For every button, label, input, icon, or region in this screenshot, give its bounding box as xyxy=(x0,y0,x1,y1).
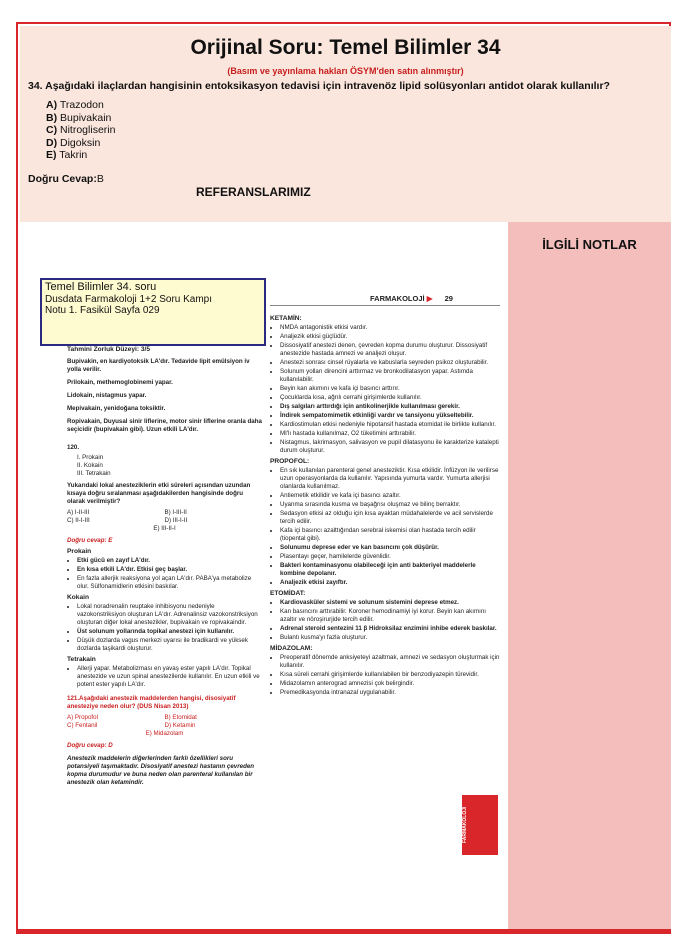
list-item: • Sedasyon etkisi az olduğu için kısa ayaktan müdahalelerde ve acil servislerde tercih edilir. xyxy=(280,510,500,526)
list-item: • Analjezik etkisi zayıftır. xyxy=(280,579,500,587)
list-item: • Anestezi sonrası cinsel rüyalarla ve kabuslarla seyreden psikoz oluşturabilir. xyxy=(280,359,500,367)
q120-option: A) I-II-III xyxy=(67,509,90,516)
text-p5: Ropivakain, Duyusal sinir liflerine, motor sinir liflerine oranla daha seçicidir (bupivakain gibi). Uzun etkili LA'dır. xyxy=(67,418,262,433)
list-item: • MI'lı hastada kullanılmaz, O2 tüketimini arttırabilir. xyxy=(280,430,500,438)
q120-item: III. Tetrakain xyxy=(77,470,111,477)
difficulty-line: Tahmini Zorluk Düzeyi: 3/5 xyxy=(67,346,151,353)
q121-option: A) Propofol xyxy=(67,714,98,721)
list-item: • Bulantı kusma'yı fazla oluşturur. xyxy=(280,634,500,642)
text-p4: Mepivakain, yenidoğana toksiktir. xyxy=(67,405,166,412)
prokain-list xyxy=(67,557,262,591)
q121-option: C) Fentanil xyxy=(67,722,98,729)
q121-option: B) Etomidat xyxy=(164,714,197,721)
q121-option: D) Ketamin xyxy=(164,722,196,729)
book-section: FARMAKOLOJİ xyxy=(370,294,425,303)
midazolam-heading: MİDAZOLAM: xyxy=(270,645,313,652)
etomidat-list xyxy=(270,599,500,642)
text-p1: Bupivakin, en kardiyotoksik LA'dır. Tedavide lipit emülsiyon iv yolla verilir. xyxy=(67,358,250,373)
list-item: • En fazla allerjik reaksiyona yol açan LA'dır. PABA'ya metabolize olur. Sülfonamidlerin etkisini baskılar. xyxy=(77,575,262,591)
list-item: • Adrenal steroid sentezini 11 β Hidroksilaz enzimini inhibe ederek baskılar. xyxy=(280,625,500,633)
q120-option: E) III-II-I xyxy=(153,525,176,532)
list-item: • Dış salgıları arttırdığı için antikolinerjikle kullanılması gerekir. xyxy=(280,403,500,411)
tetrakain-heading: Tetrakain xyxy=(67,656,96,663)
etomidat-heading: ETOMİDAT: xyxy=(270,590,306,597)
bottom-border xyxy=(16,929,671,934)
list-item: • Kardiostimulan etkisi nedeniyle hipotansif hastada etomidat ile birlikte kullanılır. xyxy=(280,421,500,429)
book-right-column xyxy=(270,312,500,698)
callout-line-1: Temel Bilimler 34. soru xyxy=(45,281,157,293)
option-e: E) Takrin xyxy=(46,149,88,161)
question-text: 34. Aşağıdaki ilaçlardan hangisinin entoksikasyon tedavisi için intravenöz lipid solüsyonları antidot olarak kullanılır? xyxy=(28,80,610,92)
list-item: • İndirek sempatomimetik etkinliği vardır ve tansiyonu yükseltebilir. xyxy=(280,412,500,420)
list-item: • Çocuklarda kısa, ağrılı cerrahi girişimlerde kullanılır. xyxy=(280,394,500,402)
list-item: • Düşük dozlarda vagus merkezi uyarısı ile bradikardi ve yüksek dozlarda taşikardi oluşturur. xyxy=(77,637,262,653)
q120-option: D) III-I-II xyxy=(164,517,188,524)
section-tab: FARMAKOLOJİ xyxy=(462,795,498,855)
list-item: • Nistagmus, lakrimasyon, salivasyon ve pupil dilatasyonu ile karakterize katalepti durum oluşturur. xyxy=(280,439,500,455)
list-item: • Solunum yolları direncini arttırmaz ve bronkodilatasyon yapar. Astımda kullanılabilir. xyxy=(280,368,500,384)
list-item: • En sık kullanılan parenteral genel anesteziktir. Kısa etkilidir. İnfüzyon ile verilirse uzun operasyonlarda da kullanılır. Yapısında yumurta vardır. Yumurta allerjisi olanlarda kullanılmaz. xyxy=(280,467,500,491)
q121-option: E) Midazolam xyxy=(145,730,184,737)
list-item: • Allerji yapar. Metabolizması en yavaş ester yapılı LA'dır. Topikal anestezide ve uzun spinal anestezilerde kullanılır. En uzun etkili ve potent ester yapılı LA'dır. xyxy=(77,665,262,689)
list-item: • En kısa etkili LA'dır. Etkisi geç başlar. xyxy=(77,566,262,574)
book-left-column xyxy=(67,343,262,787)
q120-option: B) I-III-II xyxy=(164,509,187,516)
reference-book-page xyxy=(55,277,500,877)
list-item: • Dissosiyatif anestezi denen, çevreden kopma durumu oluşturur. Dissosiyatif anestezide hastada amnezi ve analjezi oluşur. xyxy=(280,342,500,358)
list-item: • Antiemetik etkilidir ve kafa içi basıncı azaltır. xyxy=(280,492,500,500)
references-title: REFERANSLARIMIZ xyxy=(196,185,311,199)
list-item: • Üst solunum yollarında topikal anestezi için kullanılır. xyxy=(77,628,262,636)
text-p3: Lidokain, nistagmus yapar. xyxy=(67,392,147,399)
kokain-list xyxy=(67,603,262,653)
page-title: Orijinal Soru: Temel Bilimler 34 xyxy=(190,36,501,59)
question-header xyxy=(20,26,671,222)
book-page-header xyxy=(370,295,453,303)
propofol-list xyxy=(270,467,500,587)
list-item: • Analjezik etkisi güçlüdür. xyxy=(280,333,500,341)
q120-item: I. Prokain xyxy=(77,454,104,461)
option-b: B) Bupivakain xyxy=(46,111,112,124)
list-item: • Kardiovasküler sistemi ve solunum sistemini deprese etmez. xyxy=(280,599,500,607)
list-item: • Kafa içi basıncı azalttığından serebral iskemisi olan hastada tercih edilir (tiopental gibi). xyxy=(280,527,500,543)
list-item: • Uyanma sırasında kusma ve başağrısı oluşmaz ve bilinç berraktır. xyxy=(280,501,500,509)
midazolam-list xyxy=(270,654,500,697)
book-page-number: 29 xyxy=(444,294,453,303)
option-list xyxy=(46,99,115,162)
option-a: A) Trazodon xyxy=(46,99,104,111)
q120-item: II. Kokain xyxy=(77,462,103,469)
option-d: D) Digoksin xyxy=(46,136,101,149)
list-item: • Midazolamın anterograd amnezisi çok belirgindir. xyxy=(280,680,500,688)
header-rule xyxy=(270,305,500,306)
option-c: C) Nitrogliserin xyxy=(46,124,116,136)
list-item: • Kan basıncını arttırabilir. Koroner hemodinamiyi iyi korur. Beyin kan akımını azaltır ve nöroşirurjide tercih edilir. xyxy=(280,608,500,624)
q120-options xyxy=(67,509,262,533)
text-p2: Prilokain, methemoglobinemi yapar. xyxy=(67,379,173,386)
q120-text: Yukarıdaki lokal anesteziklerin etki süreleri açısından uzundan kısaya doğru sıralanması aşağıdakilerden hangisinde doğru olarak verilmiştir? xyxy=(67,482,251,505)
list-item: • Plasentayı geçer, hamilelerde güvenlidir. xyxy=(280,553,500,561)
list-item: • Etki gücü en zayıf LA'dır. xyxy=(77,557,262,565)
ketamin-heading: KETAMİN: xyxy=(270,315,302,322)
callout-line-2: Dusdata Farmakoloji 1+2 Soru Kampı xyxy=(45,293,213,305)
q121-text: 121.Aşağıdaki anestezik maddelerden hangisi, disosiyatif anesteziye neden olur? (DUS Nisan 2013) xyxy=(67,695,236,710)
list-item: • Bakteri kontaminasyonu olabileceği için anti bakteriyel maddelerle kombine depolanır. xyxy=(280,562,500,578)
arrow-right-icon: ▶ xyxy=(426,294,433,303)
related-notes-panel xyxy=(508,222,671,930)
list-item: • Lokal noradrenalin reuptake inhibisyonu nedeniyle vazokonstriksiyon oluşturan LA'dır. Adrenalinsiz vazokonstriksiyon oluşturan diğer lokal anestezikler, bupivakain ve ropivakaindir. xyxy=(77,603,262,627)
copyright-note: (Basım ve yayınlama hakları ÖSYM'den satın alınmıştır) xyxy=(227,66,464,76)
q121-options xyxy=(67,714,262,738)
list-item: • Preoperatif dönemde anksiyeteyi azaltmak, amnezi ve sedasyon oluşturmak için kullanılır. xyxy=(280,654,500,670)
tetrakain-list xyxy=(67,665,262,689)
prokain-heading: Prokain xyxy=(67,548,92,555)
correct-answer: Doğru Cevap:B xyxy=(28,173,104,185)
list-item: • Solunumu deprese eder ve kan basıncını çok düşürür. xyxy=(280,544,500,552)
q120-number: 120. xyxy=(67,444,80,451)
q120-items xyxy=(67,454,262,478)
list-item: • Kısa süreli cerrahi girişimlerde kullanılabilen bir benzodiyazepin türevidir. xyxy=(280,671,500,679)
reference-callout xyxy=(40,278,266,346)
list-item: • NMDA antagonistik etkisi vardır. xyxy=(280,324,500,332)
q120-option: C) II-I-III xyxy=(67,517,90,524)
related-notes-title: İLGİLİ NOTLAR xyxy=(542,237,637,252)
list-item: • Premedikasyonda intranazal uygulanabilir. xyxy=(280,689,500,697)
kokain-heading: Kokain xyxy=(67,594,89,601)
q121-answer: Doğru cevap: D xyxy=(67,742,113,749)
closing-note: Anestezik maddelerin diğerlerinden farklı özellikleri soru potansiyeli taşımaktadır. Disosiyatif anestezi hastanın çevreden kopma durumudur ve buna neden olan parenteral kullanılan bir anestezik olan ketamindir. xyxy=(67,755,255,786)
propofol-heading: PROPOFOL: xyxy=(270,458,310,465)
list-item: • Beyin kan akımını ve kafa içi basıncı arttırır. xyxy=(280,385,500,393)
callout-line-3: Notu 1. Fasikül Sayfa 029 xyxy=(45,305,160,316)
ketamin-list xyxy=(270,324,500,455)
q120-answer: Doğru cevap: E xyxy=(67,537,113,544)
